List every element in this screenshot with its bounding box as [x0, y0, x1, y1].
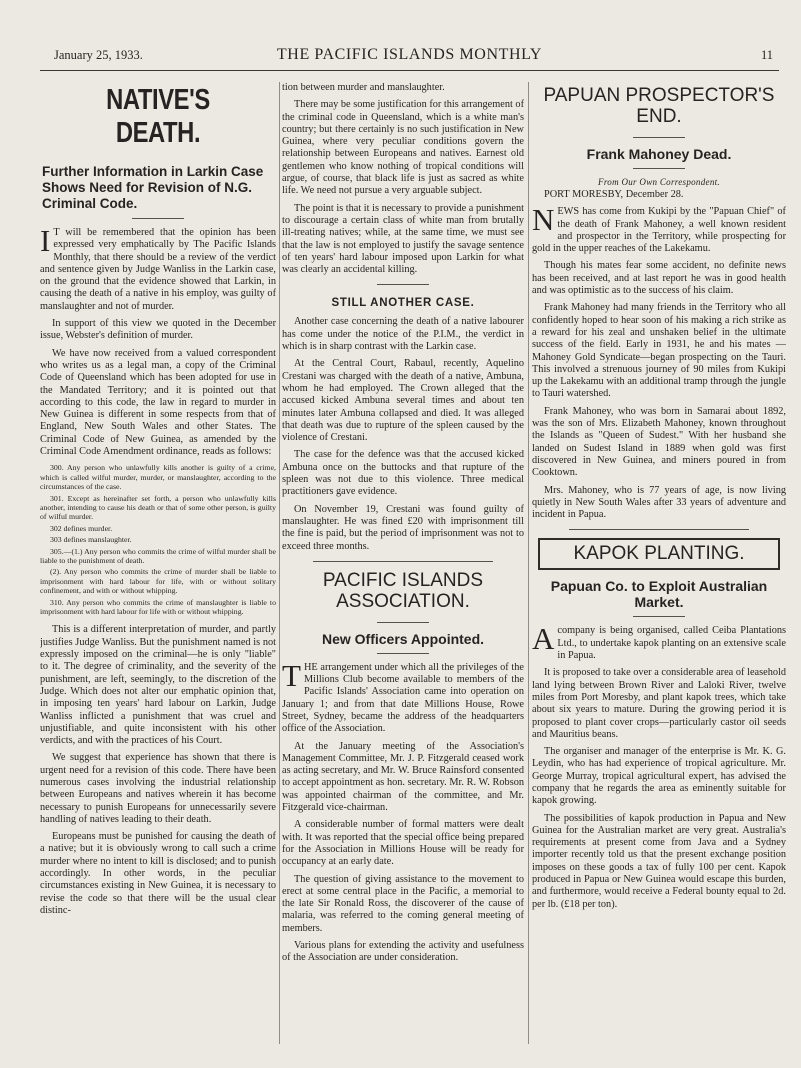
- drop-cap: T: [282, 657, 301, 693]
- paragraph: The possibilities of kapok production in Papua and New Guinea for the Australian market are very great. Australia's requirements at present come from Java and a Sydney importer recently told us that the present exchange position imposes on these goods a tax of fully 100 per cent. Kapok produced in Papua or New Guinea would escape this burden, and furthermore, would receive a Federal bounty equal to 2d. per lb. (£18 per ton).: [532, 812, 786, 910]
- dateline: PORT MORESBY, December 28.: [544, 189, 684, 200]
- paragraph: Mrs. Mahoney, who is 77 years of age, is now living quietly in New South Wales after 33 years of adventure and incident in Papua.: [532, 484, 786, 521]
- divider: [633, 616, 685, 617]
- masthead: [40, 46, 779, 71]
- code-clause: 303 defines manslaughter.: [50, 535, 132, 545]
- code-clause: 300. Any person who unlawfully kills another is guilty of a crime, which is called wilful murder, murder, or manslaughter, according to the circumstances of the case.: [40, 463, 276, 492]
- code-clause: (2). Any person who commits the crime of murder shall be liable to imprisonment with hard labour for life, with or without solitary confinement, and with or without whipping.: [40, 567, 276, 596]
- boxed-headline: [538, 538, 780, 570]
- column-3: [532, 82, 786, 1056]
- paragraph: Though his mates fear some accident, no definite news has been received, and at last report he was in good health and was optimistic as to the success of his claim.: [532, 260, 786, 297]
- paragraph: Frank Mahoney, who was born in Samarai about 1892, was the son of Mrs. Elizabeth Mahoney, known throughout the Islands as "Queen of Sudest." With her husband she landed on Sudest Island in 1889 when gold was first discovered in New Guinea, and miners poured in from Cooktown.: [532, 405, 786, 479]
- paragraph: Europeans must be punished for causing the death of a native; but it is obviously wrong to call such a crime murder where no intent to kill is disclosed; and to punish accordingly. In other words, in the peculiar circumstances existing in New Guinea, it is necessary to revise the code so that there will be the usual clear distinc-: [40, 831, 276, 916]
- paragraph: There may be some justification for this arrangement of the criminal code in Queensland, which is a white man's country; but there certainly is no such justification in New Guinea, where very peculiar conditions govern the relationship between Europeans and natives. Earnest old gentlemen who know nothing of tropical conditions will argue, of course, that black life is just as sacred as white life. We need not pursue a very arguable subject.: [282, 99, 524, 197]
- paragraph: THE arrangement under which all the privileges of the Millions Club become available to members of the Pacific Islands' Association came into operation on January 1; and from that date Millions House, Rowe Street, Sydney, became the address of the headquarters office of the Association.: [282, 657, 524, 735]
- paragraph: The case for the defence was that the accused kicked Ambuna once on the buttocks and that rupture of the spleen was not due to this violence. Three medical practitioners gave evidence.: [282, 449, 524, 498]
- article-headline: PACIFIC ISLANDS ASSOCIATION.: [322, 569, 484, 612]
- paragraph: A considerable number of formal matters were dealt with. It was reported that the special office being prepared for the Association in Millions House will be ready for occupancy at an early date.: [282, 819, 524, 868]
- article-subheadline: Further Information in Larkin Case Shows Need for Revision of N.G. Criminal Code.: [42, 164, 264, 211]
- code-clause: 305.—(1.) Any person who commits the crime of wilful murder shall be liable to the punishment of death.: [40, 546, 276, 565]
- drop-cap: I: [40, 223, 51, 258]
- divider: [132, 218, 184, 219]
- paragraph: On November 19, Crestani was found guilty of manslaughter. He was fined £20 with imprisonment till the fine is paid, but the period of imprisonment was not to exceed three months.: [282, 503, 524, 552]
- divider: [377, 622, 429, 623]
- paragraph: I T will be remembered that the opinion has been expressed very emphatically by The Pacific Islands Monthly, that there should be a review of the verdict and sentence given by Judge Wanliss in the Larkin case, on the ground that the evidence showed that Larkin, in causing the death of a native in his employ, was guilty of manslaughter and not of murder.: [40, 223, 276, 312]
- paragraph: At the Central Court, Rabaul, recently, Aquelino Crestani was charged with the death of a native, Ambuna, whom he had employed. The Crown alleged that the accused kicked Ambuna several times and about ten minutes later Ambuna collapsed and died. It was alleged that death was due to rupture of the spleen caused by the violence of Crestani.: [282, 358, 524, 444]
- paragraph: The organiser and manager of the enterprise is Mr. K. G. Leydin, who has had experience of tropical agriculture. Mr. George Murray, tropical agricultural expert, has advised the company that he regards the area as eminently suitable for kapok growing.: [532, 746, 786, 807]
- paragraph: NEWS has come from Kukipi by the "Papuan Chief" of the death of Frank Mahoney, a well known resident and prospector in the Territory, while prospecting for gold in the upper reaches of the Lakekamu.: [532, 202, 786, 255]
- article-headline: NATIVE'S DEATH.: [106, 84, 210, 149]
- divider: [633, 137, 685, 138]
- divider: [377, 653, 429, 654]
- section-heading: STILL ANOTHER CASE.: [331, 297, 475, 310]
- paragraph: tion between murder and manslaughter.: [282, 82, 445, 93]
- column-divider: [528, 82, 529, 1044]
- drop-cap: N: [532, 202, 555, 238]
- paragraph: The point is that it is necessary to provide a punishment to discourage a certain class of white man from brutally ill-treating natives; while, at the same time, we must see that the law is not employed to justify the savage sentence of ten years' hard labour imposed upon Larkin for what was clearly an accidental killing.: [282, 202, 524, 276]
- column-2: [282, 82, 524, 1056]
- paragraph: We suggest that experience has shown that there is urgent need for a revision of this code. There have been numerous cases involving the industrial relationship between Europeans and natives wherein it has become necessary to punish Europeans for unnecessarily severe handling of natives leading to their death.: [40, 752, 276, 825]
- issue-date: January 25, 1933.: [54, 48, 143, 62]
- article-subheadline: Frank Mahoney Dead.: [586, 146, 732, 162]
- publication-title: THE PACIFIC ISLANDS MONTHLY: [276, 46, 543, 63]
- paragraph: It is proposed to take over a considerable area of leasehold land lying between Brown River and Laloki River, twelve miles from Port Moresby, and plant kapok trees, which take about six years to mature. During the growing period it is proposed to plant cover crops—particularly castor oil seeds and Mauritius beans.: [532, 667, 786, 740]
- column-1: [40, 82, 276, 1056]
- divider: [377, 284, 429, 285]
- column-divider: [279, 82, 280, 1044]
- code-clause: 310. Any person who commits the crime of manslaughter is liable to imprisonment with hard labour for life with or without whipping.: [40, 597, 276, 617]
- article-subheadline: Papuan Co. to Exploit Australian Market.: [550, 578, 768, 611]
- byline: From Our Own Correspondent.: [598, 177, 720, 187]
- divider: [633, 168, 685, 169]
- paragraph: The question of giving assistance to the movement to erect at some central place in the Pacific, a memorial to the late Sir Ronald Ross, the discoverer of the cause of malaria, was referred to the coming general meeting of members.: [282, 873, 524, 934]
- drop-cap: A: [532, 621, 555, 657]
- article-headline: PAPUAN PROSPECTOR'S END.: [543, 85, 775, 127]
- paragraph: Another case concerning the death of a native labourer has come under the notice of the P.I.M., the verdict in which is in sharp contrast with the Larkin case.: [282, 316, 524, 353]
- code-clause: 301. Except as hereinafter set forth, a person who unlawfully kills another, intending to cause his death or that of some other person, is guilty of wilful murder.: [40, 493, 276, 522]
- divider: [313, 561, 493, 562]
- article-headline: KAPOK PLANTING.: [573, 543, 745, 565]
- paragraph: In support of this view we quoted in the December issue, Webster's definition of murder.: [40, 318, 276, 342]
- article-subheadline: New Officers Appointed.: [321, 630, 485, 647]
- code-excerpt: [40, 463, 276, 616]
- paragraph: Acompany is being organised, called Ceiba Plantations Ltd., to undertake kapok planting on an extensive scale in Papua.: [532, 621, 786, 662]
- paragraph: We have now received from a valued correspondent who writes us as a legal man, a copy of the Criminal Code of Queensland which has been adopted for use in the Mandated Territory; and it is pointed out that according to this code, the law in regard to murder in New Guinea is different in some respects from that of England, New South Wales and other States. The Criminal Code of New Guinea, as amended by the Criminal Code Amendment ordinance, reads as follows:: [40, 347, 276, 458]
- paragraph: At the January meeting of the Association's Management Committee, Mr. J. P. Fitzgerald ceased work as acting secretary, and Mr. W. Bruce Rainsford consented to accept appointment as hon. secretary. Mr. R. W. Robson was appointed chairman of the committee, and Mr. Fitzgerald vice-chairman.: [282, 740, 524, 814]
- code-clause: 302 defines murder.: [50, 523, 113, 533]
- page-number: 11: [760, 48, 773, 62]
- paragraph: Frank Mahoney had many friends in the Territory who all confidently hoped to hear soon of his making a rich strike as a reward for his zeal and unshaken belief in the ultimate success of the field. Early in 1931, he and his mates —Mahoney Gold Syndicate—began prospecting on the Tauri. This involved a strenuous journey of 90 miles from Kukipi up the Lakekamu with an additional tramp through the jungle to Tauri watershed.: [532, 302, 786, 400]
- divider: [569, 529, 749, 530]
- paragraph: Various plans for extending the activity and usefulness of the Association are under consideration.: [282, 940, 524, 964]
- paragraph: This is a different interpretation of murder, and partly justifies Judge Wanliss. But the punishment named is not expressly imposed on the criminal—he is only "liable" to it. The degree of criminality, and the severity of the punishment, are left, seemingly, to the discretion of the Judge. Which does not alter our emphatic opinion that, in imposing ten years' hard labour on Larkin, Judge Wanliss inflicted a punishment that was cruel and unjustifiable, and quite inconsistent with his other verdicts, and with the practices of his Court.: [40, 624, 276, 747]
